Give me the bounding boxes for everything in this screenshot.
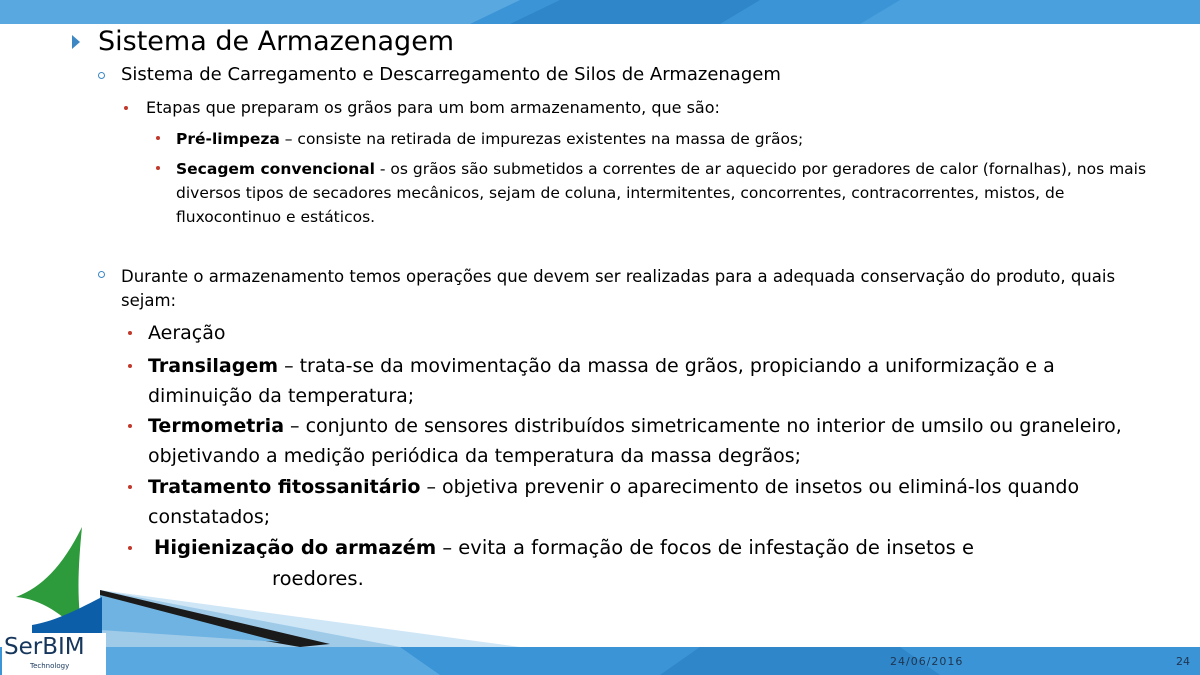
dot-bullet-icon: [124, 106, 128, 110]
section1-intro-row: [124, 98, 720, 118]
item-text: – conjunto de sensores distribuídos simetricamente no interior de umsilo ou graneleiro, objetivando a medição periódica da temperatura da massa degrãos;: [148, 415, 1122, 467]
item-term: Transilagem: [148, 355, 279, 377]
item-term: Tratamento fitossanitário: [148, 476, 421, 498]
list-item: [128, 351, 1128, 411]
dot-bullet-icon: [128, 331, 132, 335]
list-item: [128, 411, 1128, 471]
item-term: Pré-limpeza: [176, 130, 280, 148]
section2-heading: Durante o armazenamento temos operações que devem ser realizadas para a adequada conservação do produto, quais sejam:: [121, 267, 1116, 310]
list-item: [128, 318, 226, 348]
title-arrow-icon: [72, 35, 80, 49]
header-band: [0, 0, 1200, 24]
dot-bullet-icon: [156, 136, 160, 140]
section2-heading-row: [98, 265, 1148, 313]
footer-date: 24/06/2016: [890, 655, 964, 668]
dot-bullet-icon: [128, 364, 132, 368]
item-term: Termometria: [148, 415, 285, 437]
ring-bullet-icon: [98, 72, 105, 79]
ring-bullet-icon: [98, 271, 105, 278]
list-item: [156, 127, 1156, 151]
item-text: roedores.: [272, 567, 364, 590]
slide-title-row: [72, 26, 454, 58]
section1-heading-row: [98, 64, 781, 86]
list-item: [156, 157, 1156, 229]
item-text: - os grãos são submetidos a correntes de ar aquecido por geradores de calor (fornalhas), nos mais diversos tipos de secadores mecânicos, sejam de coluna, intermitentes, concorrentes, contracorrentes, mistos, de fluxocontinuo e estáticos.: [176, 160, 1147, 226]
logo-text: SerBIM: [4, 634, 85, 660]
dot-bullet-icon: [128, 485, 132, 489]
footer-band: [0, 647, 1200, 675]
slide-title: Sistema de Armazenagem: [98, 26, 455, 57]
item-term: Higienização do armazém: [154, 536, 437, 559]
item-term: Aeração: [148, 322, 226, 344]
section1-heading: Sistema de Carregamento e Descarregamento de Silos de Armazenagem: [121, 64, 781, 85]
section1-intro: Etapas que preparam os grãos para um bom armazenamento, que são:: [146, 98, 720, 117]
item-text: – evita a formação de focos de infestação de insetos e: [436, 536, 974, 559]
item-text: – consiste na retirada de impurezas existentes na massa de grãos;: [279, 130, 804, 148]
dot-bullet-icon: [156, 166, 160, 170]
dot-bullet-icon: [128, 424, 132, 428]
item-term: Secagem convencional: [176, 160, 375, 178]
item-text: – objetiva prevenir o aparecimento de insetos ou eliminá-los quando constatados;: [148, 476, 1080, 528]
logo-subtitle: Technology: [30, 662, 70, 670]
item-text: – trata-se da movimentação da massa de grãos, propiciando a uniformização e a diminuição da temperatura;: [148, 355, 1055, 407]
page-number: 24: [1176, 655, 1190, 668]
